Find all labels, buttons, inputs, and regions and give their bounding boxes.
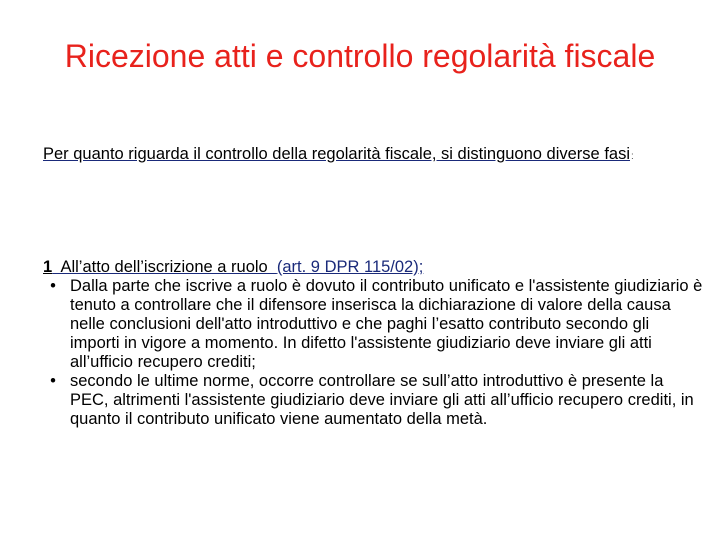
- slide-title: Ricezione atti e controllo regolarità fiscale: [64, 38, 656, 74]
- bullet-text: Dalla parte che iscrive a ruolo è dovuto il contributo unificato e l'assistente giudiziario è tenuto a controllare che il difensore inserisca la dichiarazione di valore della causa nelle conclusioni dell'atto introduttivo e che paghi l’esatto contributo secondo gli importi in vigore a momento. In difetto l'assistente giudiziario deve inviare gli atti all’ufficio recupero crediti;: [70, 277, 703, 371]
- section-heading-text: All’atto dell’iscrizione a ruolo: [52, 258, 277, 276]
- section-heading: [43, 257, 703, 277]
- bullet-text: secondo le ultime norme, occorre controllare se sull’atto introduttivo è presente la PEC, altrimenti l'assistente giudiziario deve inviare gli atti all’ufficio recupero crediti, in quanto il contributo unificato viene aumentato della metà.: [70, 372, 694, 428]
- bullet-icon: •: [50, 277, 56, 295]
- intro-separator: :: [631, 151, 634, 162]
- intro-paragraph: [43, 144, 683, 167]
- section-reference: (art. 9 DPR 115/02);: [276, 258, 424, 276]
- intro-text: Per quanto riguarda il controllo della regolarità fiscale, si distinguono diverse fasi: [43, 145, 630, 163]
- list-item: [43, 277, 703, 372]
- section-number: 1: [43, 258, 53, 276]
- bullet-list: [43, 277, 703, 429]
- section-iscrizione-ruolo: [43, 257, 703, 429]
- list-item: [43, 372, 703, 429]
- bullet-icon: •: [50, 372, 56, 390]
